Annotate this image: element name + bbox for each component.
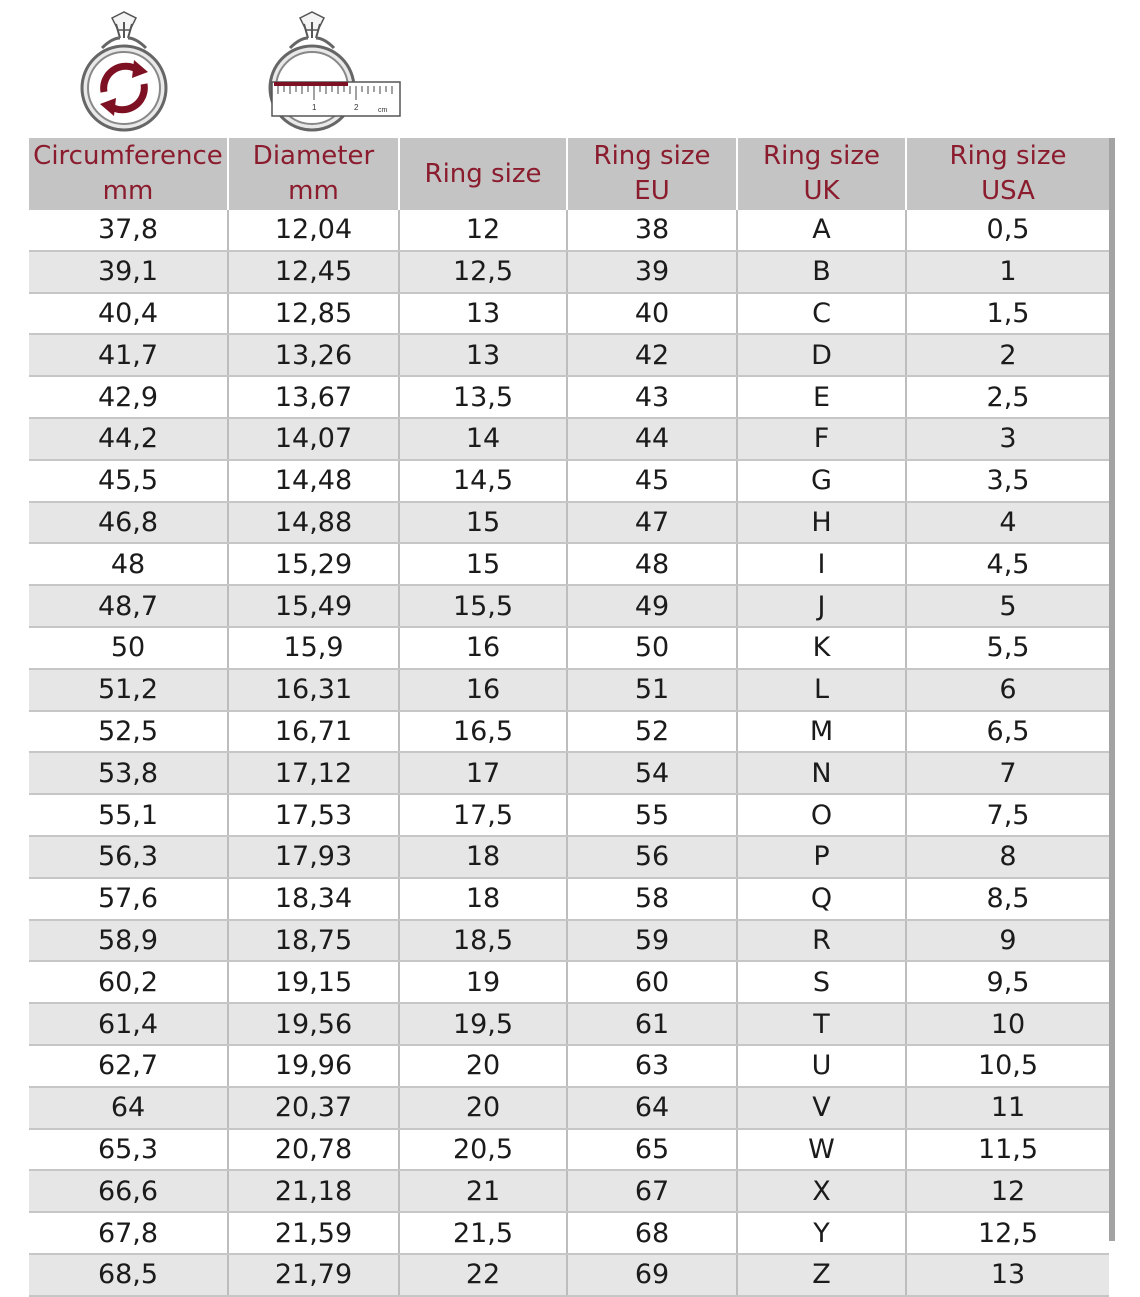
cell-ring-size: 18: [399, 836, 567, 878]
cell-ring-size-uk: Q: [737, 878, 906, 920]
cell-ring-size-usa: 12: [906, 1170, 1109, 1212]
cell-ring-size: 20,5: [399, 1129, 567, 1171]
cell-circumference: 61,4: [29, 1003, 228, 1045]
cell-diameter: 15,29: [228, 543, 399, 585]
cell-diameter: 15,9: [228, 627, 399, 669]
cell-ring-size: 12: [399, 210, 567, 251]
table-row: [29, 1212, 1109, 1254]
header-line1: Ring size: [949, 141, 1067, 171]
cell-ring-size: 15: [399, 502, 567, 544]
cell-ring-size: 21,5: [399, 1212, 567, 1254]
table-row: [29, 1045, 1109, 1087]
cell-circumference: 68,5: [29, 1254, 228, 1296]
cell-ring-size: 16: [399, 669, 567, 711]
cell-circumference: 51,2: [29, 669, 228, 711]
cell-ring-size-usa: 7: [906, 752, 1109, 794]
cell-circumference: 44,2: [29, 418, 228, 460]
cell-ring-size-eu: 55: [567, 794, 737, 836]
cell-ring-size-uk: K: [737, 627, 906, 669]
cell-ring-size-uk: V: [737, 1087, 906, 1129]
cell-ring-size-eu: 63: [567, 1045, 737, 1087]
table-row: [29, 251, 1109, 293]
header-line2: UK: [803, 176, 840, 206]
cell-diameter: 17,93: [228, 836, 399, 878]
cell-ring-size-eu: 49: [567, 585, 737, 627]
table-row: [29, 293, 1109, 335]
cell-circumference: 39,1: [29, 251, 228, 293]
cell-ring-size: 22: [399, 1254, 567, 1296]
cell-ring-size-uk: E: [737, 376, 906, 418]
cell-ring-size-eu: 47: [567, 502, 737, 544]
table-row: [29, 210, 1109, 251]
cell-ring-size-usa: 6,5: [906, 711, 1109, 753]
cell-ring-size-eu: 44: [567, 418, 737, 460]
cell-ring-size-uk: Z: [737, 1254, 906, 1296]
cell-ring-size-usa: 3: [906, 418, 1109, 460]
cell-ring-size-uk: N: [737, 752, 906, 794]
cell-ring-size-eu: 40: [567, 293, 737, 335]
table-row: [29, 585, 1109, 627]
cell-ring-size-usa: 5: [906, 585, 1109, 627]
cell-ring-size-eu: 56: [567, 836, 737, 878]
cell-ring-size-usa: 4: [906, 502, 1109, 544]
cell-ring-size-uk: A: [737, 210, 906, 251]
cell-ring-size-eu: 59: [567, 920, 737, 962]
cell-ring-size-uk: U: [737, 1045, 906, 1087]
table-row: [29, 752, 1109, 794]
header-diameter: [228, 138, 399, 210]
cell-ring-size-eu: 38: [567, 210, 737, 251]
cell-ring-size-usa: 1,5: [906, 293, 1109, 335]
cell-ring-size-eu: 51: [567, 669, 737, 711]
cell-circumference: 40,4: [29, 293, 228, 335]
cell-ring-size-usa: 2: [906, 334, 1109, 376]
cell-ring-size-usa: 11,5: [906, 1129, 1109, 1171]
cell-diameter: 21,79: [228, 1254, 399, 1296]
cell-diameter: 14,88: [228, 502, 399, 544]
cell-ring-size-usa: 9: [906, 920, 1109, 962]
cell-ring-size-eu: 43: [567, 376, 737, 418]
cell-ring-size: 17: [399, 752, 567, 794]
table-row: [29, 836, 1109, 878]
cell-ring-size: 18,5: [399, 920, 567, 962]
cell-diameter: 12,85: [228, 293, 399, 335]
cell-diameter: 12,45: [228, 251, 399, 293]
table-row: [29, 1129, 1109, 1171]
cell-circumference: 58,9: [29, 920, 228, 962]
cell-diameter: 17,53: [228, 794, 399, 836]
cell-ring-size-eu: 60: [567, 961, 737, 1003]
cell-ring-size: 14,5: [399, 460, 567, 502]
cell-diameter: 20,37: [228, 1087, 399, 1129]
cell-ring-size-usa: 9,5: [906, 961, 1109, 1003]
cell-ring-size-uk: D: [737, 334, 906, 376]
cell-ring-size-usa: 10: [906, 1003, 1109, 1045]
cell-ring-size: 15,5: [399, 585, 567, 627]
table-row: [29, 334, 1109, 376]
cell-ring-size-uk: L: [737, 669, 906, 711]
header-ring-size-uk: [737, 138, 906, 210]
cell-ring-size: 19: [399, 961, 567, 1003]
table-row: [29, 878, 1109, 920]
header-line2: EU: [634, 176, 670, 206]
cell-ring-size-eu: 64: [567, 1087, 737, 1129]
cell-diameter: 12,04: [228, 210, 399, 251]
cell-ring-size-uk: O: [737, 794, 906, 836]
table-row: [29, 418, 1109, 460]
cell-ring-size: 21: [399, 1170, 567, 1212]
cell-ring-size-uk: T: [737, 1003, 906, 1045]
header-line1: Circumference: [33, 141, 223, 171]
cell-circumference: 37,8: [29, 210, 228, 251]
header-line1: Diameter: [252, 141, 375, 171]
table-body: [29, 210, 1109, 1296]
header-line2: USA: [981, 176, 1035, 206]
header-line2: mm: [102, 176, 154, 206]
cell-ring-size-uk: B: [737, 251, 906, 293]
ruler-unit: cm: [378, 107, 388, 114]
cell-ring-size-usa: 6: [906, 669, 1109, 711]
table-row: [29, 711, 1109, 753]
table-row: [29, 627, 1109, 669]
cell-ring-size-uk: G: [737, 460, 906, 502]
cell-diameter: 21,59: [228, 1212, 399, 1254]
cell-ring-size-uk: F: [737, 418, 906, 460]
cell-circumference: 55,1: [29, 794, 228, 836]
cell-ring-size-usa: 8,5: [906, 878, 1109, 920]
table-row: [29, 1170, 1109, 1212]
cell-circumference: 65,3: [29, 1129, 228, 1171]
cell-circumference: 60,2: [29, 961, 228, 1003]
cell-circumference: 45,5: [29, 460, 228, 502]
cell-circumference: 62,7: [29, 1045, 228, 1087]
table-row: [29, 502, 1109, 544]
cell-circumference: 41,7: [29, 334, 228, 376]
header-circumference: [29, 138, 228, 210]
cell-ring-size-usa: 4,5: [906, 543, 1109, 585]
cell-diameter: 20,78: [228, 1129, 399, 1171]
cell-ring-size-eu: 39: [567, 251, 737, 293]
cell-ring-size: 13: [399, 293, 567, 335]
cell-circumference: 53,8: [29, 752, 228, 794]
cell-diameter: 18,75: [228, 920, 399, 962]
cell-ring-size-eu: 58: [567, 878, 737, 920]
cell-circumference: 48: [29, 543, 228, 585]
table-row: [29, 543, 1109, 585]
table-row: [29, 794, 1109, 836]
table-row: [29, 460, 1109, 502]
cell-ring-size-usa: 1: [906, 251, 1109, 293]
cell-ring-size-uk: S: [737, 961, 906, 1003]
cell-ring-size-usa: 3,5: [906, 460, 1109, 502]
cell-ring-size-eu: 61: [567, 1003, 737, 1045]
cell-ring-size-eu: 52: [567, 711, 737, 753]
cell-ring-size-uk: C: [737, 293, 906, 335]
cell-ring-size-eu: 54: [567, 752, 737, 794]
cell-diameter: 18,34: [228, 878, 399, 920]
cell-diameter: 14,07: [228, 418, 399, 460]
cell-ring-size-usa: 7,5: [906, 794, 1109, 836]
cell-ring-size-usa: 5,5: [906, 627, 1109, 669]
cell-ring-size-uk: Y: [737, 1212, 906, 1254]
cell-ring-size-usa: 0,5: [906, 210, 1109, 251]
cell-ring-size: 13: [399, 334, 567, 376]
cell-ring-size: 20: [399, 1087, 567, 1129]
ring-measure-icon: [262, 8, 408, 136]
cell-diameter: 14,48: [228, 460, 399, 502]
cell-diameter: 16,31: [228, 669, 399, 711]
ruler-mark-2: 2: [354, 103, 359, 112]
table-row: [29, 376, 1109, 418]
table-row: [29, 669, 1109, 711]
header-line2: mm: [288, 176, 339, 206]
header-line1: Ring size: [763, 141, 880, 171]
header-line1: Ring size: [424, 158, 542, 189]
table-row: [29, 1087, 1109, 1129]
ruler-mark-1: 1: [312, 103, 317, 112]
cell-ring-size: 17,5: [399, 794, 567, 836]
cell-circumference: 46,8: [29, 502, 228, 544]
header-ring-size: [399, 138, 567, 210]
cell-diameter: 21,18: [228, 1170, 399, 1212]
cell-ring-size-uk: R: [737, 920, 906, 962]
cell-ring-size-eu: 48: [567, 543, 737, 585]
cell-ring-size-eu: 50: [567, 627, 737, 669]
table-row: [29, 1254, 1109, 1296]
cell-ring-size-uk: H: [737, 502, 906, 544]
cell-ring-size-eu: 45: [567, 460, 737, 502]
cell-circumference: 66,6: [29, 1170, 228, 1212]
cell-ring-size-usa: 12,5: [906, 1212, 1109, 1254]
cell-ring-size-uk: J: [737, 585, 906, 627]
cell-ring-size-uk: W: [737, 1129, 906, 1171]
cell-ring-size-eu: 67: [567, 1170, 737, 1212]
cell-diameter: 19,96: [228, 1045, 399, 1087]
cell-ring-size-uk: M: [737, 711, 906, 753]
cell-circumference: 42,9: [29, 376, 228, 418]
cell-ring-size-usa: 8: [906, 836, 1109, 878]
cell-ring-size: 18: [399, 878, 567, 920]
cell-diameter: 19,56: [228, 1003, 399, 1045]
cell-circumference: 52,5: [29, 711, 228, 753]
cell-diameter: 16,71: [228, 711, 399, 753]
cell-diameter: 17,12: [228, 752, 399, 794]
cell-ring-size: 13,5: [399, 376, 567, 418]
cell-circumference: 56,3: [29, 836, 228, 878]
cell-diameter: 19,15: [228, 961, 399, 1003]
cell-ring-size-uk: I: [737, 543, 906, 585]
cell-ring-size: 15: [399, 543, 567, 585]
cell-ring-size-usa: 2,5: [906, 376, 1109, 418]
cell-ring-size: 19,5: [399, 1003, 567, 1045]
icon-bar: [0, 0, 1140, 138]
cell-circumference: 64: [29, 1087, 228, 1129]
cell-circumference: 50: [29, 627, 228, 669]
ring-adjust-icon: [72, 8, 176, 136]
cell-ring-size-usa: 11: [906, 1087, 1109, 1129]
cell-ring-size: 12,5: [399, 251, 567, 293]
cell-ring-size: 14: [399, 418, 567, 460]
cell-ring-size-usa: 13: [906, 1254, 1109, 1296]
header-ring-size-eu: [567, 138, 737, 210]
cell-ring-size: 16,5: [399, 711, 567, 753]
cell-ring-size-uk: X: [737, 1170, 906, 1212]
cell-ring-size-uk: P: [737, 836, 906, 878]
cell-circumference: 67,8: [29, 1212, 228, 1254]
cell-diameter: 13,26: [228, 334, 399, 376]
ring-size-table: [29, 138, 1115, 1291]
header-row: [29, 138, 1109, 210]
cell-ring-size: 16: [399, 627, 567, 669]
header-ring-size-usa: [906, 138, 1109, 210]
table-row: [29, 961, 1109, 1003]
cell-circumference: 48,7: [29, 585, 228, 627]
cell-ring-size-eu: 42: [567, 334, 737, 376]
cell-diameter: 15,49: [228, 585, 399, 627]
cell-ring-size-usa: 10,5: [906, 1045, 1109, 1087]
table-row: [29, 1003, 1109, 1045]
table-row: [29, 920, 1109, 962]
cell-diameter: 13,67: [228, 376, 399, 418]
cell-ring-size-eu: 65: [567, 1129, 737, 1171]
cell-ring-size: 20: [399, 1045, 567, 1087]
cell-circumference: 57,6: [29, 878, 228, 920]
header-line1: Ring size: [593, 141, 711, 171]
cell-ring-size-eu: 68: [567, 1212, 737, 1254]
cell-ring-size-eu: 69: [567, 1254, 737, 1296]
